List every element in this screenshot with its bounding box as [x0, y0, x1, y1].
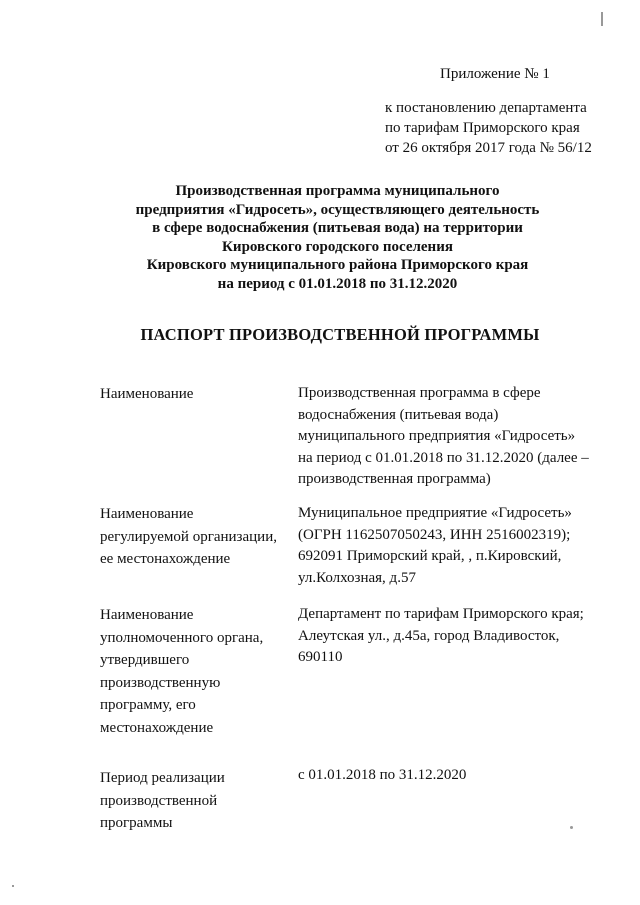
row-label-organization: [100, 503, 277, 571]
heading-line: на период с 01.01.2018 по 31.12.2020: [217, 275, 458, 292]
value-line: водоснабжения (питьевая вода): [298, 406, 499, 423]
program-heading: [100, 182, 575, 293]
appendix-ref-line: от 26 октября 2017 года № 56/12: [385, 140, 592, 156]
label-line: производственной: [100, 792, 218, 809]
heading-line: предприятия «Гидросеть», осуществляющего деятельность: [135, 201, 540, 218]
row-label-period: [100, 767, 225, 835]
label-line: программы: [100, 815, 173, 831]
row-value-period: [298, 765, 466, 787]
passport-title: ПАСПОРТ ПРОИЗВОДСТВЕННОЙ ПРОГРАММЫ: [140, 325, 540, 344]
value-line: (ОГРН 1162507050243, ИНН 2516002319);: [298, 526, 571, 543]
value-line: с 01.01.2018 по 31.12.2020: [298, 767, 467, 783]
value-line: Алеутская ул., д.45а, город Владивосток,: [298, 627, 560, 644]
scan-artifact: [12, 885, 14, 887]
label-line: Наименование: [100, 506, 194, 522]
scan-artifact: [601, 12, 603, 26]
row-value-name: [298, 383, 589, 491]
value-line: производственная программа): [298, 471, 491, 487]
row-value-authority: [298, 604, 584, 669]
heading-line: Кировского городского поселения: [222, 238, 453, 255]
label-line: уполномоченного органа,: [100, 629, 264, 646]
appendix-ref-line: по тарифам Приморского края: [385, 120, 580, 136]
appendix-title: Приложение № 1: [440, 66, 550, 82]
appendix-ref-line: к постановлению департамента: [385, 100, 587, 116]
heading-line: Производственная программа муниципального: [175, 183, 500, 199]
appendix-reference: [385, 98, 592, 158]
row-label-authority: [100, 604, 263, 739]
label-line: утвердившего: [100, 652, 190, 668]
label-line: производственную: [100, 674, 221, 691]
heading-line: в сфере водоснабжения (питьевая вода) на территории: [152, 220, 523, 236]
row-label-name: [100, 383, 193, 406]
value-line: ул.Колхозная, д.57: [298, 569, 416, 586]
value-line: муниципального предприятия «Гидросеть»: [298, 428, 576, 444]
value-line: на период с 01.01.2018 по 31.12.2020 (далее –: [298, 449, 589, 466]
value-line: 692091 Приморский край, , п.Кировский,: [298, 548, 562, 564]
scan-artifact: [570, 826, 573, 829]
label-line: местонахождение: [100, 719, 214, 736]
heading-line: Кировского муниципального района Приморского края: [146, 257, 529, 273]
value-line: Муниципальное предприятие «Гидросеть»: [298, 505, 572, 521]
label-line: Период реализации: [100, 770, 225, 786]
value-line: 690110: [298, 649, 343, 665]
row-value-organization: [298, 503, 572, 589]
value-line: Департамент по тарифам Приморского края;: [298, 606, 584, 622]
value-line: Производственная программа в сфере: [298, 385, 541, 401]
label-line: Наименование: [100, 386, 194, 402]
label-line: ее местонахождение: [100, 551, 231, 567]
label-line: программу, его: [100, 697, 196, 713]
label-line: Наименование: [100, 607, 194, 623]
label-line: регулируемой организации,: [100, 528, 277, 545]
